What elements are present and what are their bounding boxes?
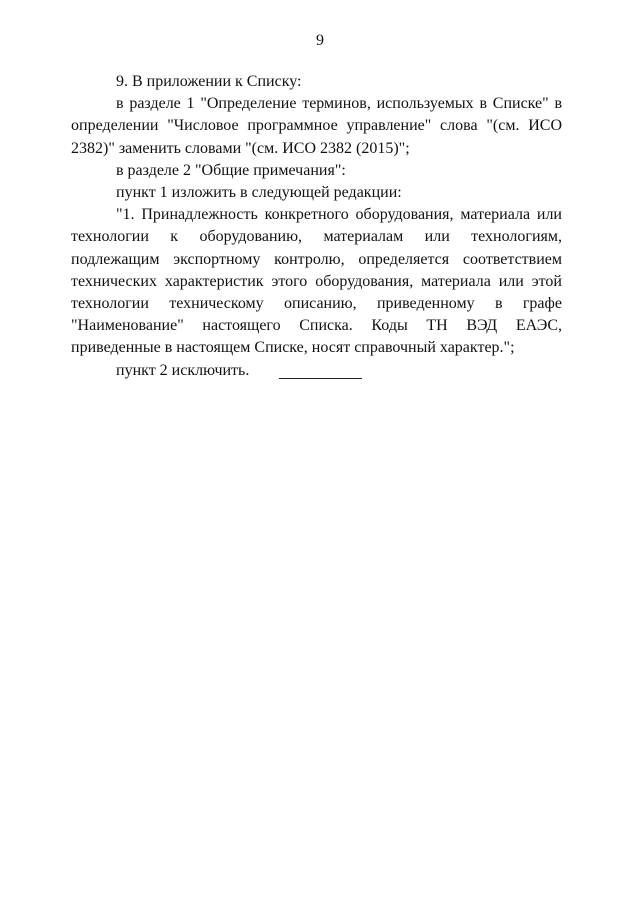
paragraph-section-1-amendment: в разделе 1 "Определение терминов, используемых в Списке" в определении "Числовое программное управление" слова "(см. ИСО 2382)" заменить словами "(см. ИСО 2382 (2015)"; <box>71 95 562 157</box>
paragraph-point-1-new-text: "1. Принадлежность конкретного оборудования, материала или технологии к оборудованию, материалам или технологиям, подлежащим экспортному контролю, определяется соответствием технических характеристик этого оборудования, материала или этой технологии техническому описанию, приведенному в графе "Наименование" настоящего Списка. Коды ТН ВЭД ЕАЭС, приведенные в настоящем Списке, носят справочный характер."; <box>71 206 562 357</box>
paragraph-item-9-heading: 9. В приложении к Списку: <box>116 73 302 90</box>
end-separator-line <box>279 378 362 379</box>
paragraph-point-1-instruction: пункт 1 изложить в следующей редакции: <box>116 184 402 202</box>
document-body <box>71 71 562 382</box>
page-number: 9 <box>316 32 324 49</box>
paragraph-point-2-exclusion: пункт 2 исключить. <box>116 361 250 379</box>
paragraph-section-2-heading: в разделе 2 "Общие примечания": <box>116 161 346 179</box>
